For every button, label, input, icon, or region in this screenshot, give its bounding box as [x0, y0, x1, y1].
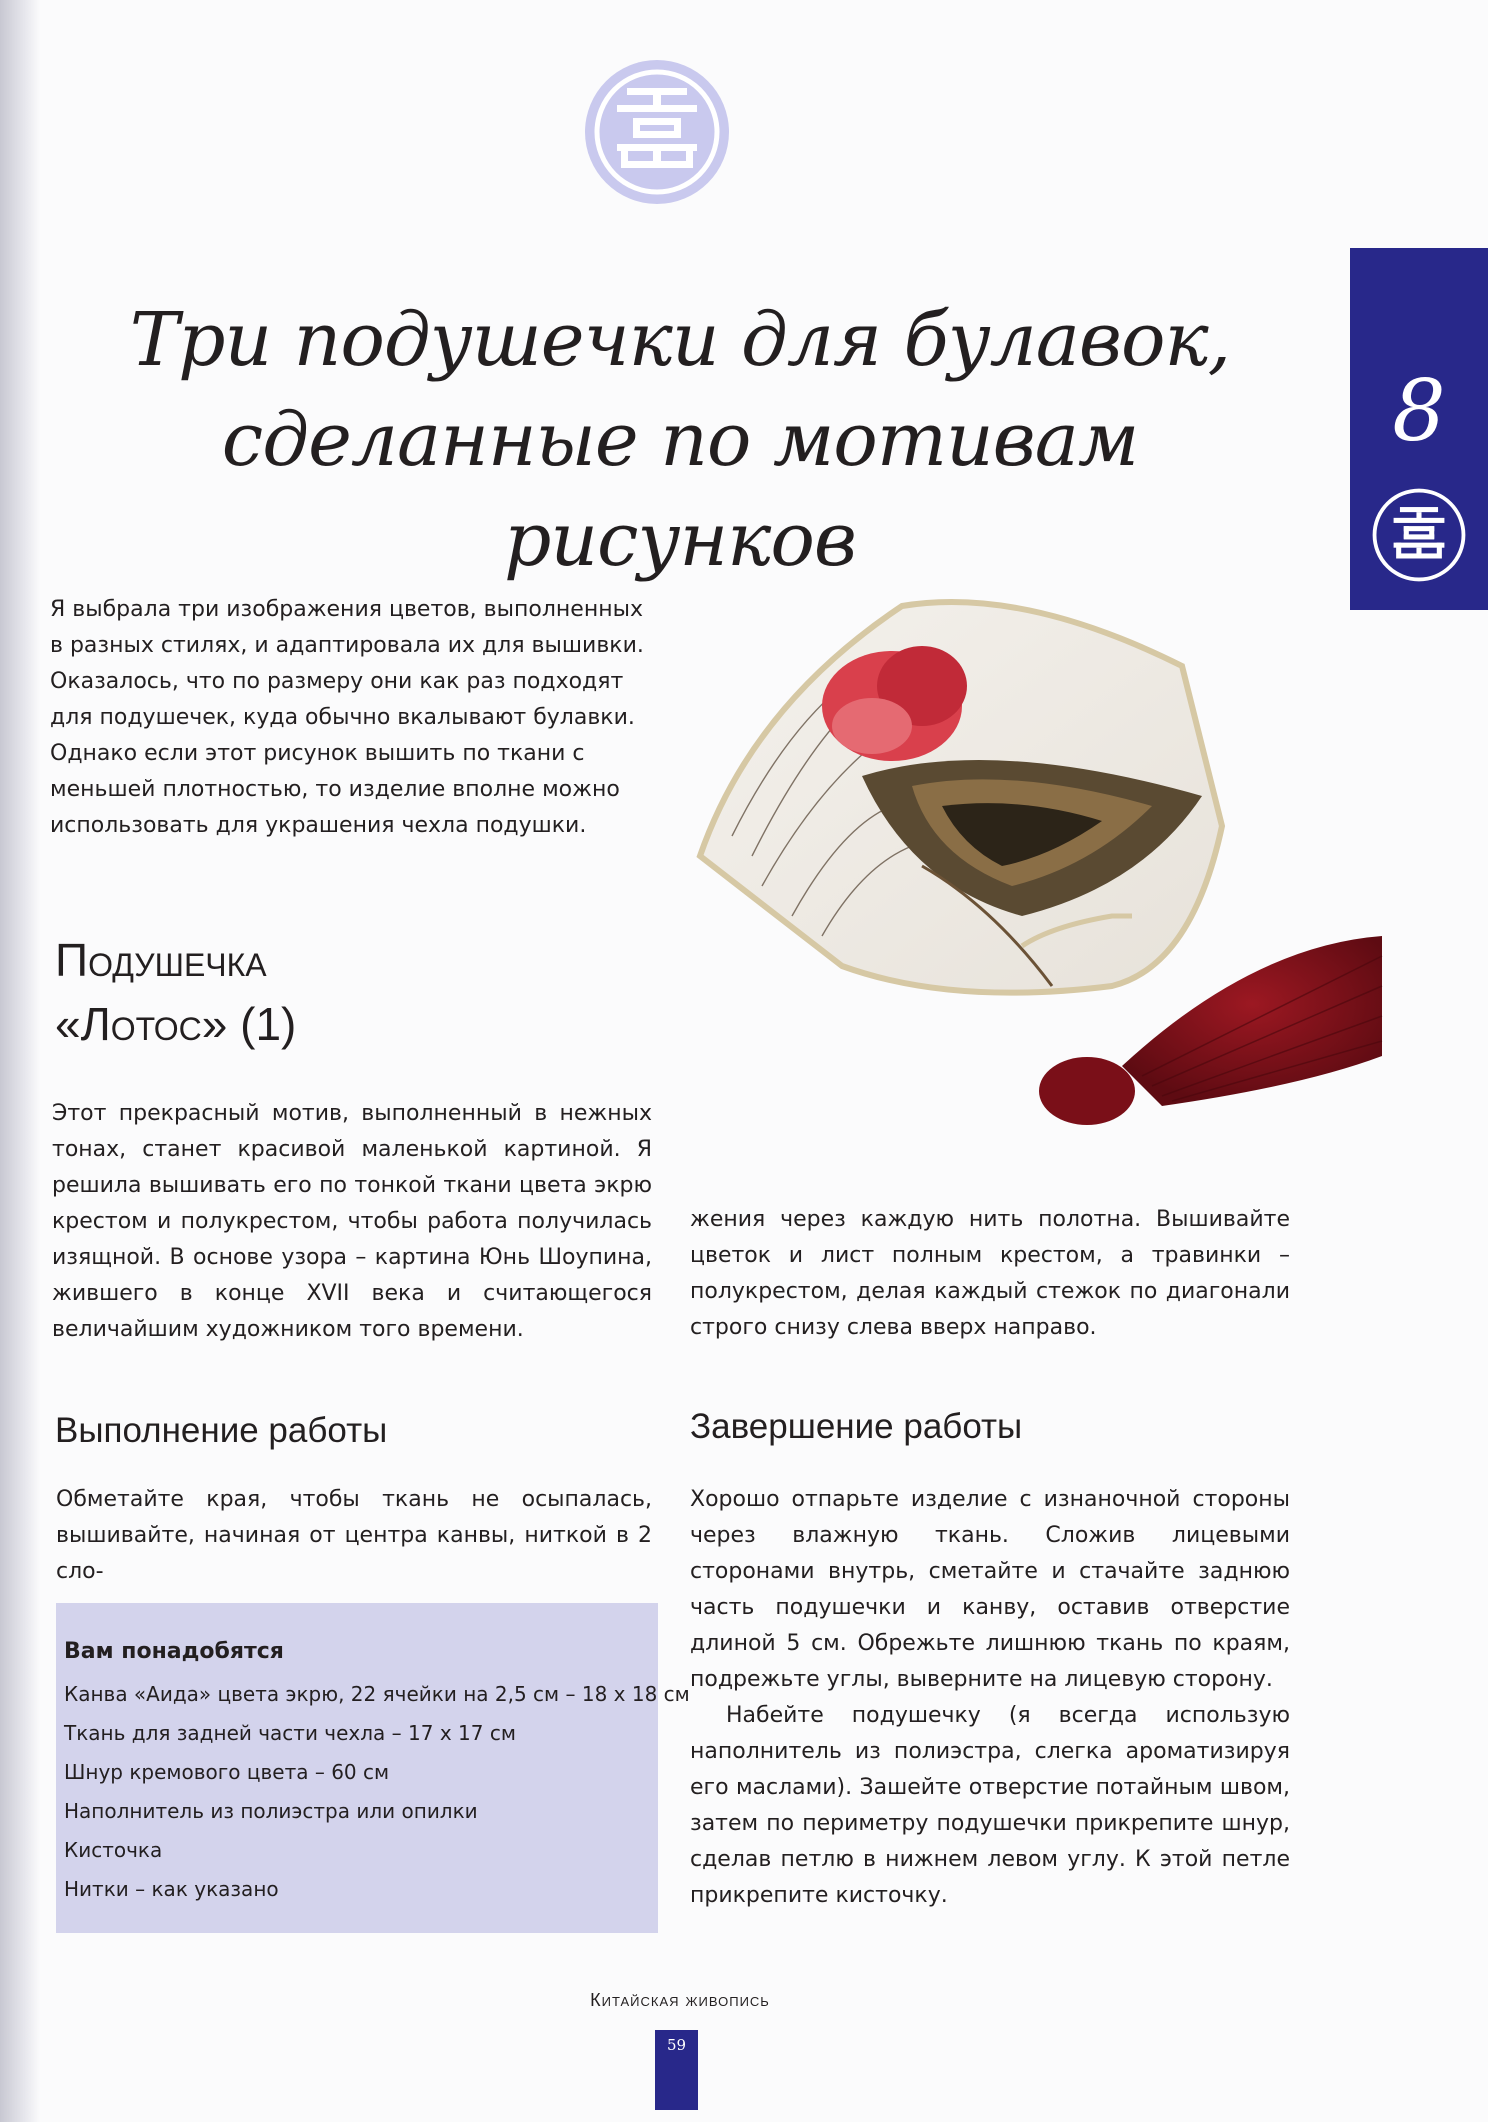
materials-item: Нитки – как указано [64, 1877, 279, 1901]
title-line-2: сделанные по мотивам рисунков [221, 397, 1139, 583]
chapter-number: 8 [1392, 362, 1446, 460]
chapter-tab [1350, 248, 1488, 610]
book-spine-shadow [0, 0, 40, 2122]
shou-emblem-icon [1372, 488, 1466, 582]
title-line-1: Три подушечки для булавок, [129, 297, 1231, 383]
section-title-line-2: «Лотос» (1) [55, 998, 297, 1050]
section-title [55, 928, 635, 1056]
intro-paragraph: Я выбрала три изображения цветов, выполненных в разных стилях, и адаптировала их для вышивки. Оказалось, что по размеру они как раз подходят для подушечек, куда обычно вкалывают булавки. Однако если этот рисунок вышить по ткани с меньшей плотностью, то изделие вполне можно использовать для украшения чехла подушки. [50, 597, 644, 838]
materials-list [64, 1675, 690, 1909]
materials-title: Вам понадобятся [64, 1639, 284, 1664]
materials-item: Кисточка [64, 1838, 163, 1862]
materials-item: Ткань для задней части чехла – 17 х 17 см [64, 1721, 516, 1745]
page-number: 59 [655, 2030, 698, 2110]
page-title [100, 290, 1260, 590]
finish-heading: Завершение работы [690, 1407, 1023, 1446]
materials-item: Наполнитель из полиэстра или опилки [64, 1799, 478, 1823]
materials-item: Канва «Аида» цвета экрю, 22 ячейки на 2,5 см – 18 х 18 см [64, 1682, 690, 1706]
finish-paragraph-1: Хорошо отпарьте изделие с изнаночной стороны через влажную ткань. Сложив лицевыми сторонами внутрь, сметайте и стачайте заднюю часть подушечки и канву, оставив отверстие длиной 5 см. Обрежьте лишнюю ткань по краям, подрежьте углы, выверните на лицевую сторону. [690, 1487, 1290, 1692]
work-heading: Выполнение работы [55, 1411, 388, 1450]
section-title-line-1: Подушечка [55, 934, 267, 986]
finish-paragraph-2: Набейте подушечку (я всегда использую наполнитель из полиэстра, слегка ароматизируя его маслами). Зашейте отверстие потайным швом, затем по периметру подушечки прикрепите шнур, сделав петлю в нижнем левом углу. К этой петле прикрепите кисточку. [690, 1703, 1290, 1908]
lotus-pincushion-photo [692, 586, 1392, 1186]
work-paragraph: Обметайте края, чтобы ткань не осыпалась, вышивайте, начиная от центра канвы, ниткой в 2 сло- [56, 1487, 652, 1584]
lotus-paragraph: Этот прекрасный мотив, выполненный в нежных тонах, станет красивой маленькой картиной. Я решила вышивать его по тонкой ткани цвета экрю крестом и полукрестом, чтобы работа получилась изящной. В основе узора – картина Юнь Шоупина, жившего в конце XVII века и считающегося величайшим художником того времени. [52, 1101, 652, 1342]
shou-emblem-icon [583, 58, 731, 206]
materials-box [56, 1603, 690, 1933]
finish-text [690, 1482, 1290, 1914]
materials-item: Шнур кремового цвета – 60 см [64, 1760, 390, 1784]
footer-book-title: Китайская живопись [590, 1990, 770, 2010]
work-paragraph-continued: жения через каждую нить полотна. Вышивайте цветок и лист полным крестом, а травинки – полукрестом, делая каждый стежок по диагонали строго снизу слева вверх направо. [690, 1207, 1290, 1340]
